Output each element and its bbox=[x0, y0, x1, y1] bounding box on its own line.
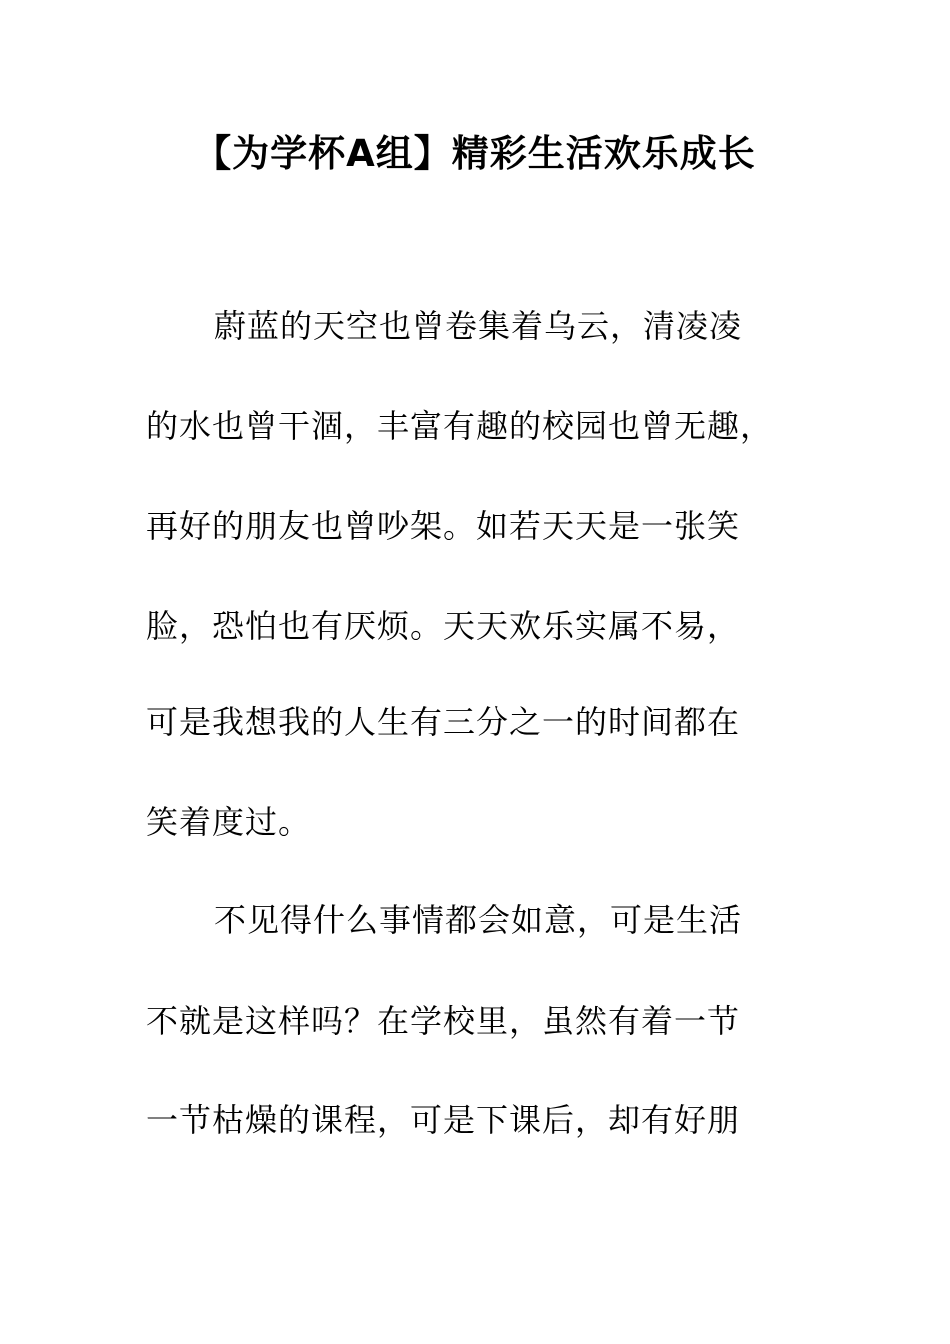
paragraph-1-line-2: 的水也曾干涸，丰富有趣的校园也曾无趣， bbox=[146, 407, 774, 445]
paragraph-2-line-2: 不就是这样吗？在学校里，虽然有着一节 bbox=[146, 1002, 741, 1040]
paragraph-1-line-3: 再好的朋友也曾吵架。如若天天是一张笑 bbox=[146, 507, 741, 545]
paragraph-1-line-4: 脸，恐怕也有厌烦。天天欢乐实属不易， bbox=[146, 607, 741, 645]
paragraph-1-line-1: 蔚蓝的天空也曾卷集着乌云，清凌凌 bbox=[214, 307, 743, 345]
document-title: 【为学杯A组】精彩生活欢乐成长 bbox=[194, 132, 756, 175]
paragraph-1-line-6: 笑着度过。 bbox=[146, 803, 312, 841]
paragraph-2-line-3: 一节枯燥的课程，可是下课后，却有好朋 bbox=[146, 1101, 741, 1139]
paragraph-2-line-1: 不见得什么事情都会如意，可是生活 bbox=[214, 901, 743, 939]
paragraph-1-line-5: 可是我想我的人生有三分之一的时间都在 bbox=[146, 703, 741, 741]
